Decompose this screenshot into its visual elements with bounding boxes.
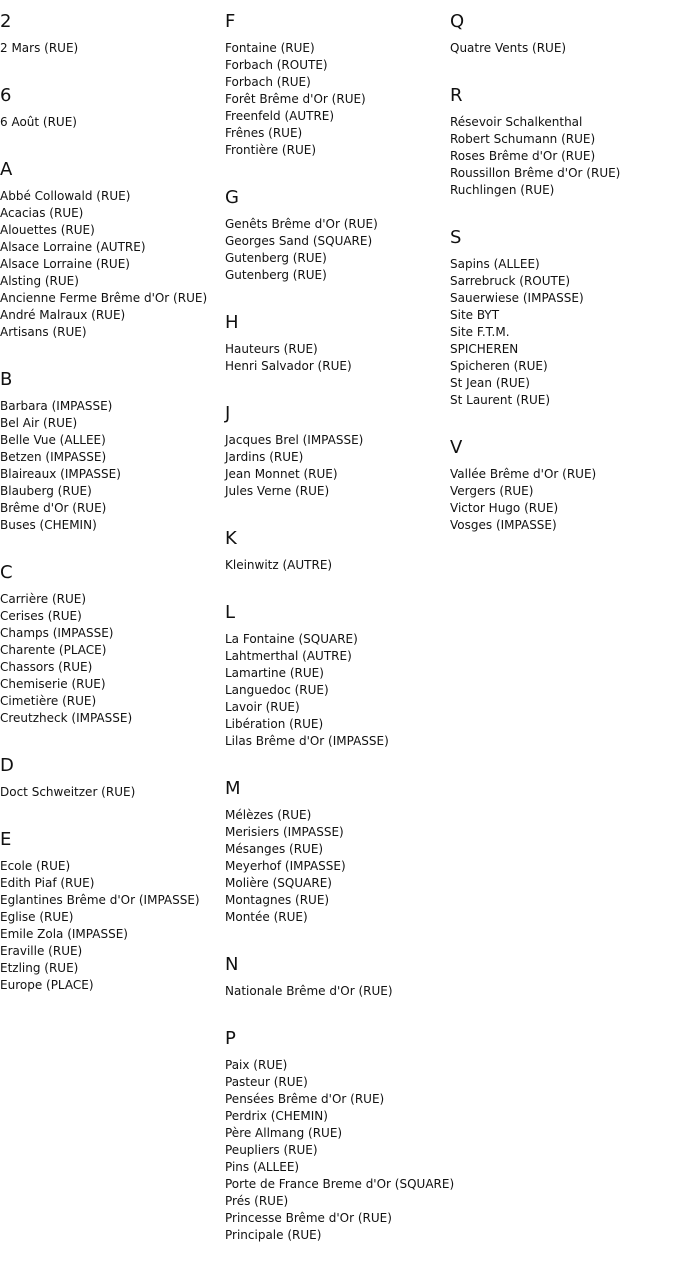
street-link[interactable]: Chassors (RUE) [0,660,93,674]
letter-group [0,828,222,994]
street-link[interactable]: 6 Août (RUE) [0,115,77,129]
letter-group [225,953,447,1000]
street-link[interactable]: Lavoir (RUE) [225,700,300,714]
street-link[interactable]: Victor Hugo (RUE) [450,501,559,515]
street-link[interactable]: Nationale Brême d'Or (RUE) [225,984,393,998]
letter-heading: F [225,11,236,32]
street-list [0,188,222,341]
street-link[interactable]: Vosges (IMPASSE) [450,518,557,532]
street-list [225,983,447,1000]
letter-heading: M [225,778,241,799]
street-link[interactable]: Spicheren (RUE) [450,359,548,373]
letter-heading: E [0,829,12,850]
street-link[interactable]: Principale (RUE) [225,1228,322,1242]
street-link[interactable]: St Jean (RUE) [450,376,530,390]
street-link[interactable]: Freenfeld (AUTRE) [225,109,335,123]
street-link[interactable]: Edith Piaf (RUE) [0,876,95,890]
street-link[interactable]: Pins (ALLEE) [225,1160,300,1174]
street-link[interactable]: Frontière (RUE) [225,143,317,157]
letter-heading: C [0,562,13,583]
street-link[interactable]: Lilas Brême d'Or (IMPASSE) [225,734,389,748]
street-link[interactable]: Ruchlingen (RUE) [450,183,555,197]
street-link[interactable]: Alsting (RUE) [0,274,79,288]
letter-heading: R [450,85,463,106]
street-list [225,40,447,159]
street-link[interactable]: Henri Salvador (RUE) [225,359,352,373]
street-link[interactable]: Gutenberg (RUE) [225,251,327,265]
letter-heading: L [225,602,236,623]
street-link[interactable]: Gutenberg (RUE) [225,268,327,282]
street-link[interactable]: Brême d'Or (RUE) [0,501,107,515]
letter-group [0,158,222,341]
street-link[interactable]: Père Allmang (RUE) [225,1126,343,1140]
street-link[interactable]: Forêt Brême d'Or (RUE) [225,92,366,106]
letter-group [450,226,672,409]
street-link[interactable]: Frênes (RUE) [225,126,303,140]
street-link[interactable]: Buses (CHEMIN) [0,518,97,532]
letter-heading: K [225,528,237,549]
street-link[interactable]: Sapins (ALLEE) [450,257,540,271]
street-link[interactable]: Languedoc (RUE) [225,683,329,697]
street-link[interactable]: Paix (RUE) [225,1058,288,1072]
street-link[interactable]: 2 Mars (RUE) [0,41,79,55]
street-list [225,432,447,500]
street-list [225,341,447,375]
street-link[interactable]: Jean Monnet (RUE) [225,467,338,481]
street-link[interactable]: Forbach (ROUTE) [225,58,328,72]
street-link[interactable]: Perdrix (CHEMIN) [225,1109,328,1123]
street-link[interactable]: Ancienne Ferme Brême d'Or (RUE) [0,291,208,305]
street-link[interactable]: SPICHEREN [450,342,519,356]
street-link[interactable]: Betzen (IMPASSE) [0,450,107,464]
letter-heading: V [450,437,463,458]
street-link[interactable]: Lamartine (RUE) [225,666,324,680]
letter-heading: N [225,954,239,975]
street-list [0,398,222,534]
column-1 [0,10,222,1021]
street-link[interactable]: Kleinwitz (AUTRE) [225,558,333,572]
street-link[interactable]: Vallée Brême d'Or (RUE) [450,467,597,481]
letter-heading: S [450,227,462,248]
street-link[interactable]: Princesse Brême d'Or (RUE) [225,1211,392,1225]
street-link[interactable]: André Malraux (RUE) [0,308,126,322]
street-link[interactable]: Ecole (RUE) [0,859,71,873]
street-link[interactable]: Champs (IMPASSE) [0,626,114,640]
street-link[interactable]: Blauberg (RUE) [0,484,92,498]
letter-group [225,186,447,284]
letter-heading: J [225,403,231,424]
street-link[interactable]: Site BYT [450,308,500,322]
street-link[interactable]: Alsace Lorraine (RUE) [0,257,130,271]
letter-group [225,402,447,500]
letter-group [0,561,222,727]
street-list [225,216,447,284]
street-link[interactable]: Forbach (RUE) [225,75,311,89]
letter-group [225,1027,455,1244]
street-link[interactable]: Résevoir Schalkenthal [450,115,583,129]
letter-heading: P [225,1028,236,1049]
letter-heading: 2 [0,11,12,32]
letter-group [0,84,222,131]
street-list [0,40,222,57]
street-link[interactable]: Pensées Brême d'Or (RUE) [225,1092,385,1106]
street-link[interactable]: Creutzheck (IMPASSE) [0,711,133,725]
street-link[interactable]: Mésanges (RUE) [225,842,324,856]
street-link[interactable]: Belle Vue (ALLEE) [0,433,106,447]
street-link[interactable]: Fontaine (RUE) [225,41,315,55]
street-link[interactable]: Eraville (RUE) [0,944,83,958]
street-list [225,557,447,574]
street-link[interactable]: Porte de France Breme d'Or (SQUARE) [225,1177,455,1191]
column-3 [450,10,672,561]
street-link[interactable]: Charente (PLACE) [0,643,107,657]
street-link[interactable]: Peupliers (RUE) [225,1143,318,1157]
street-link[interactable]: Hauteurs (RUE) [225,342,318,356]
street-link[interactable]: Sauerwiese (IMPASSE) [450,291,584,305]
letter-group [225,601,447,750]
street-list [225,807,447,926]
letter-group [225,527,447,574]
street-list [450,256,672,409]
street-link[interactable]: Emile Zola (IMPASSE) [0,927,128,941]
letter-heading: 6 [0,85,12,106]
street-link[interactable]: Quatre Vents (RUE) [450,41,567,55]
column-2 [225,10,455,1271]
street-link[interactable]: Libération (RUE) [225,717,324,731]
street-link[interactable]: Europe (PLACE) [0,978,94,992]
letter-heading: B [0,369,13,390]
street-link[interactable]: Eglantines Brême d'Or (IMPASSE) [0,893,200,907]
letter-group [225,777,447,926]
street-link[interactable]: Prés (RUE) [225,1194,289,1208]
street-link[interactable]: Roses Brême d'Or (RUE) [450,149,596,163]
street-link[interactable]: Montagnes (RUE) [225,893,330,907]
street-link[interactable]: Etzling (RUE) [0,961,79,975]
street-link[interactable]: Blaireaux (IMPASSE) [0,467,121,481]
street-link[interactable]: Genêts Brême d'Or (RUE) [225,217,378,231]
letter-heading: Q [450,11,465,32]
letter-group [0,754,222,801]
street-link[interactable]: La Fontaine (SQUARE) [225,632,358,646]
street-link[interactable]: Barbara (IMPASSE) [0,399,113,413]
street-link[interactable]: Mélèzes (RUE) [225,808,312,822]
letter-group [450,436,672,534]
street-link[interactable]: Chemiserie (RUE) [0,677,106,691]
street-link[interactable]: Sarrebruck (ROUTE) [450,274,571,288]
street-list [450,466,672,534]
street-link[interactable]: Acacias (RUE) [0,206,84,220]
street-link[interactable]: Bel Air (RUE) [0,416,78,430]
letter-group [0,10,222,57]
street-link[interactable]: Roussillon Brême d'Or (RUE) [450,166,621,180]
street-link[interactable]: Jacques Brel (IMPASSE) [225,433,364,447]
street-link[interactable]: Robert Schumann (RUE) [450,132,596,146]
street-link[interactable]: Montée (RUE) [225,910,308,924]
street-list [0,591,222,727]
street-link[interactable]: Jules Verne (RUE) [225,484,330,498]
street-list [0,858,222,994]
letter-group [450,10,672,57]
street-link[interactable]: Cimetière (RUE) [0,694,97,708]
letter-group [0,368,222,534]
street-list [225,631,447,750]
street-link[interactable]: Site F.T.M. [450,325,510,339]
street-list [0,784,222,801]
street-link[interactable]: Alsace Lorraine (AUTRE) [0,240,146,254]
street-link[interactable]: Vergers (RUE) [450,484,534,498]
street-link[interactable]: Abbé Collowald (RUE) [0,189,131,203]
street-list [450,40,672,57]
street-link[interactable]: Georges Sand (SQUARE) [225,234,373,248]
street-link[interactable]: Eglise (RUE) [0,910,74,924]
letter-heading: H [225,312,239,333]
letter-group [450,84,672,199]
street-link[interactable]: Alouettes (RUE) [0,223,95,237]
street-link[interactable]: Pasteur (RUE) [225,1075,308,1089]
street-link[interactable]: Carrière (RUE) [0,592,87,606]
letter-heading: G [225,187,239,208]
street-list [450,114,672,199]
letter-group [225,10,447,159]
letter-group [225,311,447,375]
street-link[interactable]: Merisiers (IMPASSE) [225,825,344,839]
street-list [0,114,222,131]
street-list [225,1057,455,1244]
letter-heading: D [0,755,14,776]
street-link[interactable]: Jardins (RUE) [225,450,304,464]
street-link[interactable]: Cerises (RUE) [0,609,82,623]
street-link[interactable]: Artisans (RUE) [0,325,87,339]
letter-heading: A [0,159,13,180]
street-link[interactable]: Molière (SQUARE) [225,876,332,890]
street-link[interactable]: Lahtmerthal (AUTRE) [225,649,352,663]
street-link[interactable]: Doct Schweitzer (RUE) [0,785,136,799]
street-link[interactable]: Meyerhof (IMPASSE) [225,859,346,873]
street-link[interactable]: St Laurent (RUE) [450,393,551,407]
